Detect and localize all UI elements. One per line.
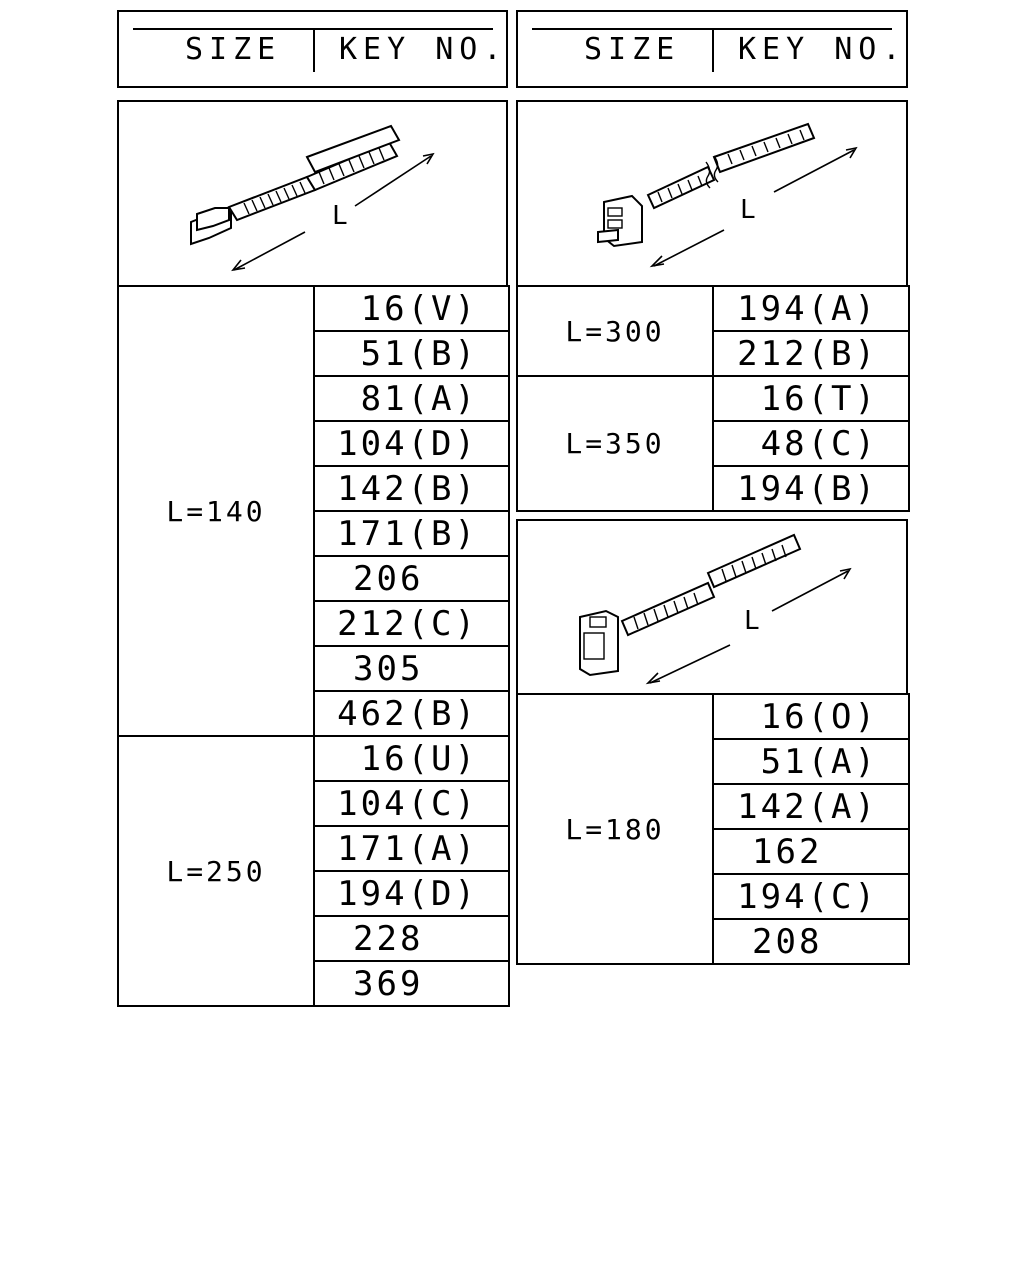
key-no-header: KEY NO. — [339, 32, 508, 67]
cable-tie-illustration-box-left — [117, 100, 508, 287]
key-no-cell: 208 — [713, 919, 909, 964]
key-no-cell: 171(B) — [314, 511, 509, 556]
key-no-cell: 305 — [314, 646, 509, 691]
key-no-cell: 142(A) — [713, 784, 909, 829]
key-no-cell: 194(B) — [713, 466, 909, 511]
key-no-cell: 16(T) — [713, 376, 909, 421]
table-row — [118, 286, 509, 331]
key-no-cell: 171(A) — [314, 826, 509, 871]
size-header: SIZE — [185, 32, 282, 67]
length-label: L — [740, 195, 756, 225]
key-no-cell: 48(C) — [713, 421, 909, 466]
cable-tie-illustration-box-right-top — [516, 100, 908, 287]
size-cell: L=250 — [118, 736, 314, 1006]
key-table-right-bottom — [516, 693, 910, 965]
length-label: L — [332, 201, 348, 231]
key-no-cell: 16(O) — [713, 694, 909, 739]
size-cell: L=140 — [118, 286, 314, 736]
key-no-cell: 81(A) — [314, 376, 509, 421]
key-no-cell: 194(A) — [713, 286, 909, 331]
table-row — [118, 736, 509, 781]
key-no-cell: 462(B) — [314, 691, 509, 736]
size-header: SIZE — [584, 32, 681, 67]
header-separator — [712, 30, 714, 72]
key-no-cell: 51(B) — [314, 331, 509, 376]
key-no-cell: 142(B) — [314, 466, 509, 511]
key-no-cell: 228 — [314, 916, 509, 961]
key-no-cell: 212(B) — [713, 331, 909, 376]
key-no-cell: 104(C) — [314, 781, 509, 826]
header-separator — [313, 30, 315, 72]
header-box-left — [117, 10, 508, 88]
size-cell: L=180 — [517, 694, 713, 964]
key-table-right-top — [516, 285, 910, 512]
header-box-right — [516, 10, 908, 88]
key-no-cell: 206 — [314, 556, 509, 601]
length-label: L — [744, 606, 760, 636]
key-no-cell: 104(D) — [314, 421, 509, 466]
key-no-cell: 369 — [314, 961, 509, 1006]
size-cell: L=300 — [517, 286, 713, 376]
cable-tie-with-clip-icon — [518, 102, 906, 285]
key-no-cell: 51(A) — [713, 739, 909, 784]
key-no-cell: 194(D) — [314, 871, 509, 916]
key-no-cell: 16(U) — [314, 736, 509, 781]
key-table-left — [117, 285, 510, 1007]
table-row — [517, 694, 909, 739]
key-no-cell: 162 — [713, 829, 909, 874]
cable-tie-illustration-box-right-bottom — [516, 519, 908, 695]
key-no-header: KEY NO. — [738, 32, 907, 67]
key-no-cell: 212(C) — [314, 601, 509, 646]
key-no-cell: 16(V) — [314, 286, 509, 331]
key-no-cell: 194(C) — [713, 874, 909, 919]
size-cell: L=350 — [517, 376, 713, 511]
table-row — [517, 376, 909, 421]
table-row — [517, 286, 909, 331]
cable-tie-icon — [119, 102, 506, 285]
cable-tie-with-bracket-icon — [518, 521, 906, 693]
